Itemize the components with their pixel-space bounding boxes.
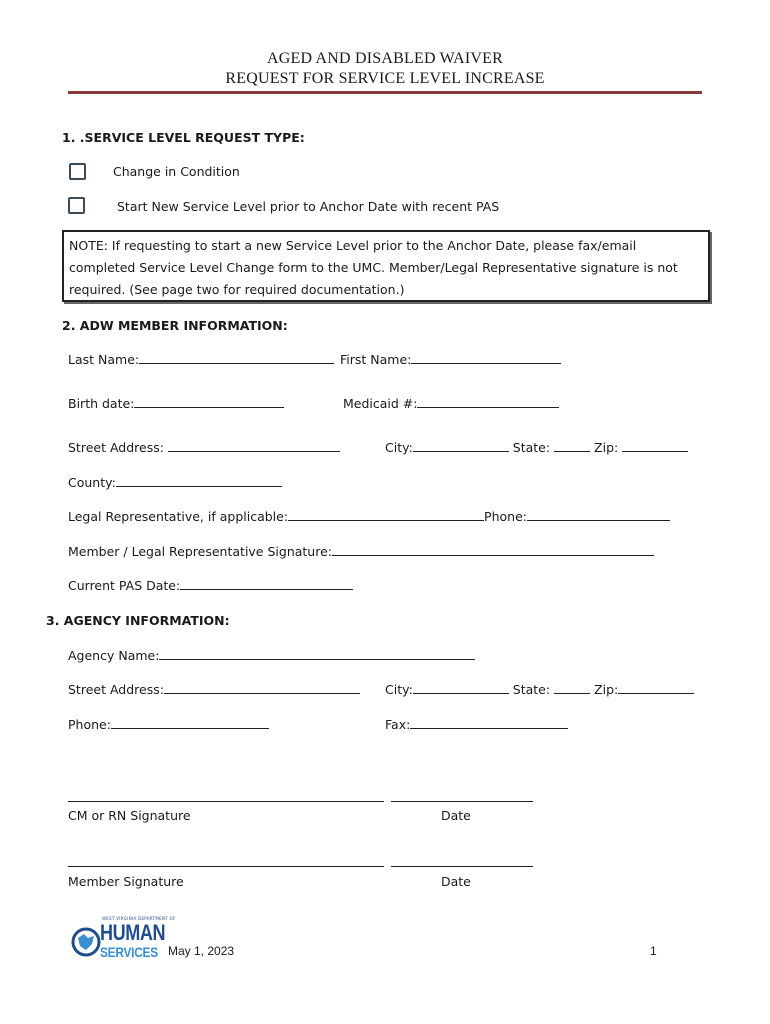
- section3-heading: 3. AGENCY INFORMATION:: [46, 613, 230, 628]
- wv-state-icon: [68, 924, 104, 960]
- legal-rep-label: Legal Representative, if applicable:: [68, 509, 289, 524]
- member-legal-signature-label: Member / Legal Representative Signature:: [68, 544, 332, 559]
- start-new-service-level-checkbox[interactable]: [68, 197, 85, 214]
- member-zip-label: Zip:: [590, 440, 623, 455]
- medicaid-label: Medicaid #:: [343, 396, 418, 411]
- agency-city-label: City:: [385, 682, 413, 697]
- cm-rn-signature-label: CM or RN Signature: [68, 808, 191, 823]
- agency-street-label: Street Address:: [68, 682, 164, 697]
- section1-heading: 1. .SERVICE LEVEL REQUEST TYPE:: [62, 130, 305, 145]
- human-services-logo: [68, 914, 176, 962]
- note-box: NOTE: If requesting to start a new Service Level prior to the Anchor Date, please fax/email completed Service Level Change form to the UMC. Member/Legal Representative signature is not required. (See page two for required documentation.): [62, 230, 710, 302]
- agency-city-state-zip-field[interactable]: [385, 682, 694, 697]
- agency-street-field[interactable]: [68, 682, 360, 697]
- agency-phone-field[interactable]: [68, 717, 269, 732]
- birth-date-field[interactable]: [68, 396, 284, 411]
- agency-fax-line[interactable]: [410, 717, 568, 729]
- last-name-line[interactable]: [139, 352, 334, 364]
- form-title-line1: AGED AND DISABLED WAIVER: [266, 50, 504, 67]
- title-divider: [68, 91, 702, 94]
- first-name-field[interactable]: [340, 352, 561, 367]
- agency-street-line[interactable]: [164, 682, 360, 694]
- member-street-line[interactable]: [168, 440, 340, 452]
- county-field[interactable]: [68, 475, 282, 490]
- first-name-label: First Name:: [340, 352, 412, 367]
- agency-name-field[interactable]: [68, 648, 475, 663]
- page-number: 1: [650, 944, 657, 958]
- member-state-label: State:: [508, 440, 555, 455]
- county-label: County:: [68, 475, 116, 490]
- agency-name-label: Agency Name:: [68, 648, 160, 663]
- footer-date: May 1, 2023: [168, 944, 235, 958]
- member-street-field[interactable]: [68, 440, 340, 455]
- medicaid-field[interactable]: [343, 396, 559, 411]
- agency-zip-label: Zip:: [590, 682, 619, 697]
- legal-rep-field[interactable]: [68, 509, 670, 524]
- birth-date-label: Birth date:: [68, 396, 135, 411]
- member-signature-field[interactable]: [68, 544, 654, 559]
- legal-rep-phone-line[interactable]: [527, 509, 670, 521]
- logo-department-text: WEST VIRGINIA DEPARTMENT OF: [102, 916, 176, 921]
- pas-date-label: Current PAS Date:: [68, 578, 181, 593]
- member-zip-line[interactable]: [622, 440, 688, 452]
- member-city-label: City:: [385, 440, 413, 455]
- agency-phone-label: Phone:: [68, 717, 111, 732]
- cm-rn-signature-line[interactable]: [68, 801, 384, 802]
- member-city-line[interactable]: [413, 440, 509, 452]
- member-signature-label: Member Signature: [68, 874, 184, 889]
- logo-services-text: SERVICES: [100, 944, 158, 960]
- member-state-line[interactable]: [554, 440, 590, 452]
- legal-rep-phone-label: Phone:: [484, 509, 527, 524]
- logo-human-text: HUMAN: [100, 920, 166, 945]
- legal-rep-line[interactable]: [288, 509, 484, 521]
- agency-city-line[interactable]: [413, 682, 509, 694]
- change-in-condition-label: Change in Condition: [113, 164, 240, 179]
- last-name-field[interactable]: [68, 352, 334, 367]
- agency-state-label: State:: [508, 682, 555, 697]
- birth-date-line[interactable]: [134, 396, 284, 408]
- county-line[interactable]: [116, 475, 282, 487]
- member-city-state-zip-field[interactable]: [385, 440, 688, 455]
- last-name-label: Last Name:: [68, 352, 140, 367]
- member-legal-signature-line[interactable]: [332, 544, 654, 556]
- member-date-label: Date: [441, 874, 471, 889]
- agency-state-line[interactable]: [554, 682, 590, 694]
- agency-name-line[interactable]: [159, 648, 475, 660]
- pas-date-field[interactable]: [68, 578, 353, 593]
- medicaid-line[interactable]: [417, 396, 559, 408]
- member-date-line[interactable]: [391, 866, 533, 867]
- agency-phone-line[interactable]: [111, 717, 269, 729]
- member-signature-line[interactable]: [68, 866, 384, 867]
- agency-zip-line[interactable]: [618, 682, 694, 694]
- agency-fax-field[interactable]: [385, 717, 568, 732]
- form-title-line2: REQUEST FOR SERVICE LEVEL INCREASE: [225, 70, 545, 87]
- first-name-line[interactable]: [411, 352, 561, 364]
- pas-date-line[interactable]: [180, 578, 353, 590]
- agency-fax-label: Fax:: [385, 717, 411, 732]
- member-street-label: Street Address:: [68, 440, 168, 455]
- start-new-service-level-label: Start New Service Level prior to Anchor Date with recent PAS: [117, 199, 500, 214]
- change-in-condition-checkbox[interactable]: [69, 163, 86, 180]
- cm-rn-date-label: Date: [441, 808, 471, 823]
- cm-rn-date-line[interactable]: [391, 801, 533, 802]
- section2-heading: 2. ADW MEMBER INFORMATION:: [62, 318, 288, 333]
